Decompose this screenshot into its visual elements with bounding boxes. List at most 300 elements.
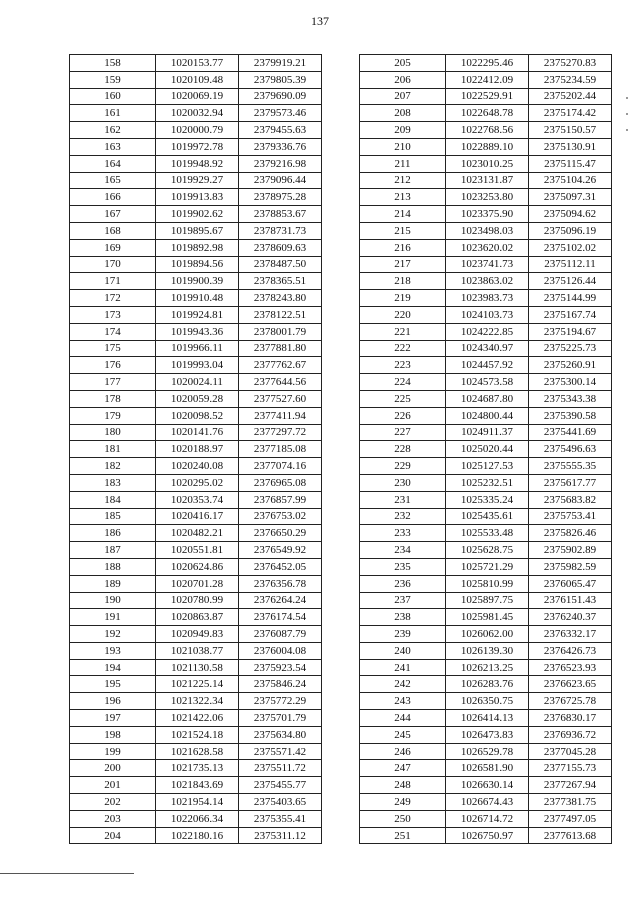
x-coordinate-cell: 1022529.91 xyxy=(446,88,529,105)
x-coordinate-cell: 1019895.67 xyxy=(156,222,239,239)
point-number-cell: 233 xyxy=(360,525,446,542)
y-coordinate-cell: 2378609.63 xyxy=(239,239,322,256)
table-row xyxy=(70,810,322,827)
table-row xyxy=(360,306,612,323)
table-row xyxy=(70,794,322,811)
y-coordinate-cell: 2376523.93 xyxy=(529,659,612,676)
y-coordinate-cell: 2377185.08 xyxy=(239,441,322,458)
y-coordinate-cell: 2379336.76 xyxy=(239,138,322,155)
x-coordinate-cell: 1021524.18 xyxy=(156,726,239,743)
x-coordinate-cell: 1020863.87 xyxy=(156,609,239,626)
coordinates-table-left xyxy=(69,54,322,844)
point-number-cell: 221 xyxy=(360,323,446,340)
x-coordinate-cell: 1021130.58 xyxy=(156,659,239,676)
table-row xyxy=(360,340,612,357)
y-coordinate-cell: 2375617.77 xyxy=(529,474,612,491)
x-coordinate-cell: 1022889.10 xyxy=(446,138,529,155)
point-number-cell: 217 xyxy=(360,256,446,273)
x-coordinate-cell: 1024103.73 xyxy=(446,306,529,323)
y-coordinate-cell: 2375300.14 xyxy=(529,374,612,391)
x-coordinate-cell: 1020949.83 xyxy=(156,626,239,643)
x-coordinate-cell: 1021843.69 xyxy=(156,777,239,794)
y-coordinate-cell: 2375260.91 xyxy=(529,357,612,374)
point-number-cell: 158 xyxy=(70,55,156,72)
x-coordinate-cell: 1020059.28 xyxy=(156,390,239,407)
point-number-cell: 209 xyxy=(360,122,446,139)
table-row xyxy=(70,542,322,559)
x-coordinate-cell: 1020701.28 xyxy=(156,575,239,592)
y-coordinate-cell: 2375496.63 xyxy=(529,441,612,458)
x-coordinate-cell: 1025897.75 xyxy=(446,592,529,609)
table-row xyxy=(70,659,322,676)
point-number-cell: 175 xyxy=(70,340,156,357)
y-coordinate-cell: 2375923.54 xyxy=(239,659,322,676)
x-coordinate-cell: 1020141.76 xyxy=(156,424,239,441)
y-coordinate-cell: 2375355.41 xyxy=(239,810,322,827)
point-number-cell: 208 xyxy=(360,105,446,122)
point-number-cell: 195 xyxy=(70,676,156,693)
x-coordinate-cell: 1026283.76 xyxy=(446,676,529,693)
table-row xyxy=(360,626,612,643)
y-coordinate-cell: 2379573.46 xyxy=(239,105,322,122)
y-coordinate-cell: 2378975.28 xyxy=(239,189,322,206)
point-number-cell: 189 xyxy=(70,575,156,592)
table-row xyxy=(70,575,322,592)
table-row xyxy=(70,55,322,72)
point-number-cell: 186 xyxy=(70,525,156,542)
y-coordinate-cell: 2375634.80 xyxy=(239,726,322,743)
y-coordinate-cell: 2376426.73 xyxy=(529,642,612,659)
point-number-cell: 244 xyxy=(360,710,446,727)
x-coordinate-cell: 1019892.98 xyxy=(156,239,239,256)
x-coordinate-cell: 1022295.46 xyxy=(446,55,529,72)
x-coordinate-cell: 1024687.80 xyxy=(446,390,529,407)
table-row xyxy=(70,760,322,777)
x-coordinate-cell: 1025981.45 xyxy=(446,609,529,626)
x-coordinate-cell: 1019972.78 xyxy=(156,138,239,155)
y-coordinate-cell: 2376857.99 xyxy=(239,491,322,508)
point-number-cell: 222 xyxy=(360,340,446,357)
y-coordinate-cell: 2379096.44 xyxy=(239,172,322,189)
point-number-cell: 164 xyxy=(70,155,156,172)
table-row xyxy=(70,693,322,710)
table-row xyxy=(360,810,612,827)
x-coordinate-cell: 1020624.86 xyxy=(156,558,239,575)
point-number-cell: 181 xyxy=(70,441,156,458)
y-coordinate-cell: 2379455.63 xyxy=(239,122,322,139)
x-coordinate-cell: 1025127.53 xyxy=(446,458,529,475)
y-coordinate-cell: 2376356.78 xyxy=(239,575,322,592)
x-coordinate-cell: 1025810.99 xyxy=(446,575,529,592)
table-row xyxy=(360,206,612,223)
point-number-cell: 251 xyxy=(360,827,446,844)
x-coordinate-cell: 1022648.78 xyxy=(446,105,529,122)
x-coordinate-cell: 1024340.97 xyxy=(446,340,529,357)
table-row xyxy=(70,458,322,475)
x-coordinate-cell: 1025020.44 xyxy=(446,441,529,458)
y-coordinate-cell: 2376830.17 xyxy=(529,710,612,727)
point-number-cell: 236 xyxy=(360,575,446,592)
table-row xyxy=(70,642,322,659)
point-number-cell: 204 xyxy=(70,827,156,844)
point-number-cell: 214 xyxy=(360,206,446,223)
y-coordinate-cell: 2375683.82 xyxy=(529,491,612,508)
y-coordinate-cell: 2376549.92 xyxy=(239,542,322,559)
y-coordinate-cell: 2376065.47 xyxy=(529,575,612,592)
x-coordinate-cell: 1023253.80 xyxy=(446,189,529,206)
point-number-cell: 226 xyxy=(360,407,446,424)
table-row xyxy=(70,189,322,206)
point-number-cell: 249 xyxy=(360,794,446,811)
y-coordinate-cell: 2379805.39 xyxy=(239,71,322,88)
y-coordinate-cell: 2377155.73 xyxy=(529,760,612,777)
table-row xyxy=(70,424,322,441)
table-row xyxy=(360,88,612,105)
table-row xyxy=(360,424,612,441)
x-coordinate-cell: 1026750.97 xyxy=(446,827,529,844)
y-coordinate-cell: 2375096.19 xyxy=(529,222,612,239)
point-number-cell: 167 xyxy=(70,206,156,223)
x-coordinate-cell: 1024222.85 xyxy=(446,323,529,340)
y-coordinate-cell: 2377074.16 xyxy=(239,458,322,475)
y-coordinate-cell: 2379216.98 xyxy=(239,155,322,172)
point-number-cell: 243 xyxy=(360,693,446,710)
table-row xyxy=(70,592,322,609)
point-number-cell: 171 xyxy=(70,273,156,290)
point-number-cell: 194 xyxy=(70,659,156,676)
table-row xyxy=(70,609,322,626)
x-coordinate-cell: 1024457.92 xyxy=(446,357,529,374)
y-coordinate-cell: 2375403.65 xyxy=(239,794,322,811)
table-row xyxy=(70,508,322,525)
x-coordinate-cell: 1019929.27 xyxy=(156,172,239,189)
table-row xyxy=(70,239,322,256)
x-coordinate-cell: 1021628.58 xyxy=(156,743,239,760)
table-row xyxy=(360,155,612,172)
y-coordinate-cell: 2377881.80 xyxy=(239,340,322,357)
point-number-cell: 191 xyxy=(70,609,156,626)
table-row xyxy=(70,222,322,239)
table-row xyxy=(360,609,612,626)
y-coordinate-cell: 2376151.43 xyxy=(529,592,612,609)
x-coordinate-cell: 1020069.19 xyxy=(156,88,239,105)
y-coordinate-cell: 2378853.67 xyxy=(239,206,322,223)
y-coordinate-cell: 2376725.78 xyxy=(529,693,612,710)
y-coordinate-cell: 2379919.21 xyxy=(239,55,322,72)
y-coordinate-cell: 2377644.56 xyxy=(239,374,322,391)
y-coordinate-cell: 2378731.73 xyxy=(239,222,322,239)
y-coordinate-cell: 2377297.72 xyxy=(239,424,322,441)
x-coordinate-cell: 1026473.83 xyxy=(446,726,529,743)
table-row xyxy=(360,777,612,794)
y-coordinate-cell: 2376240.37 xyxy=(529,609,612,626)
point-number-cell: 215 xyxy=(360,222,446,239)
table-row xyxy=(360,659,612,676)
x-coordinate-cell: 1020188.97 xyxy=(156,441,239,458)
table-row xyxy=(360,491,612,508)
table-row xyxy=(70,491,322,508)
table-row xyxy=(70,71,322,88)
point-number-cell: 213 xyxy=(360,189,446,206)
x-coordinate-cell: 1020032.94 xyxy=(156,105,239,122)
footnote-separator xyxy=(0,873,134,874)
y-coordinate-cell: 2377497.05 xyxy=(529,810,612,827)
x-coordinate-cell: 1021225.14 xyxy=(156,676,239,693)
point-number-cell: 203 xyxy=(70,810,156,827)
x-coordinate-cell: 1023983.73 xyxy=(446,290,529,307)
point-number-cell: 160 xyxy=(70,88,156,105)
point-number-cell: 210 xyxy=(360,138,446,155)
x-coordinate-cell: 1019894.56 xyxy=(156,256,239,273)
point-number-cell: 193 xyxy=(70,642,156,659)
x-coordinate-cell: 1022066.34 xyxy=(156,810,239,827)
y-coordinate-cell: 2375234.59 xyxy=(529,71,612,88)
point-number-cell: 187 xyxy=(70,542,156,559)
x-coordinate-cell: 1025232.51 xyxy=(446,474,529,491)
x-coordinate-cell: 1026414.13 xyxy=(446,710,529,727)
point-number-cell: 168 xyxy=(70,222,156,239)
y-coordinate-cell: 2375511.72 xyxy=(239,760,322,777)
table-row xyxy=(360,239,612,256)
y-coordinate-cell: 2375701.79 xyxy=(239,710,322,727)
table-row xyxy=(70,122,322,139)
y-coordinate-cell: 2375270.83 xyxy=(529,55,612,72)
y-coordinate-cell: 2376004.08 xyxy=(239,642,322,659)
point-number-cell: 240 xyxy=(360,642,446,659)
y-coordinate-cell: 2375112.11 xyxy=(529,256,612,273)
point-number-cell: 228 xyxy=(360,441,446,458)
point-number-cell: 223 xyxy=(360,357,446,374)
page-number: 137 xyxy=(311,14,329,28)
x-coordinate-cell: 1020353.74 xyxy=(156,491,239,508)
point-number-cell: 245 xyxy=(360,726,446,743)
y-coordinate-cell: 2376965.08 xyxy=(239,474,322,491)
y-coordinate-cell: 2375982.59 xyxy=(529,558,612,575)
point-number-cell: 200 xyxy=(70,760,156,777)
x-coordinate-cell: 1024573.58 xyxy=(446,374,529,391)
table-row xyxy=(70,155,322,172)
x-coordinate-cell: 1024800.44 xyxy=(446,407,529,424)
x-coordinate-cell: 1019902.62 xyxy=(156,206,239,223)
table-row xyxy=(70,676,322,693)
table-row xyxy=(360,743,612,760)
x-coordinate-cell: 1025628.75 xyxy=(446,542,529,559)
y-coordinate-cell: 2379690.09 xyxy=(239,88,322,105)
table-row xyxy=(70,474,322,491)
y-coordinate-cell: 2375826.46 xyxy=(529,525,612,542)
x-coordinate-cell: 1021038.77 xyxy=(156,642,239,659)
table-row xyxy=(360,642,612,659)
x-coordinate-cell: 1022180.16 xyxy=(156,827,239,844)
x-coordinate-cell: 1020000.79 xyxy=(156,122,239,139)
table-row xyxy=(360,189,612,206)
x-coordinate-cell: 1026674.43 xyxy=(446,794,529,811)
table-row xyxy=(70,626,322,643)
x-coordinate-cell: 1020098.52 xyxy=(156,407,239,424)
point-number-cell: 218 xyxy=(360,273,446,290)
point-number-cell: 232 xyxy=(360,508,446,525)
x-coordinate-cell: 1025435.61 xyxy=(446,508,529,525)
table-row xyxy=(360,290,612,307)
table-row xyxy=(70,357,322,374)
point-number-cell: 220 xyxy=(360,306,446,323)
point-number-cell: 207 xyxy=(360,88,446,105)
point-number-cell: 229 xyxy=(360,458,446,475)
y-coordinate-cell: 2377411.94 xyxy=(239,407,322,424)
y-coordinate-cell: 2375225.73 xyxy=(529,340,612,357)
table-row xyxy=(360,138,612,155)
margin-mark xyxy=(626,129,628,131)
point-number-cell: 246 xyxy=(360,743,446,760)
x-coordinate-cell: 1025335.24 xyxy=(446,491,529,508)
y-coordinate-cell: 2375772.29 xyxy=(239,693,322,710)
x-coordinate-cell: 1025533.48 xyxy=(446,525,529,542)
x-coordinate-cell: 1020295.02 xyxy=(156,474,239,491)
y-coordinate-cell: 2375094.62 xyxy=(529,206,612,223)
table-row xyxy=(70,558,322,575)
y-coordinate-cell: 2375441.69 xyxy=(529,424,612,441)
x-coordinate-cell: 1020109.48 xyxy=(156,71,239,88)
y-coordinate-cell: 2378487.50 xyxy=(239,256,322,273)
table-row xyxy=(70,306,322,323)
table-row xyxy=(360,710,612,727)
table-row xyxy=(360,508,612,525)
x-coordinate-cell: 1020240.08 xyxy=(156,458,239,475)
table-row xyxy=(360,105,612,122)
y-coordinate-cell: 2377267.94 xyxy=(529,777,612,794)
x-coordinate-cell: 1021954.14 xyxy=(156,794,239,811)
table-row xyxy=(360,374,612,391)
table-row xyxy=(360,693,612,710)
table-row xyxy=(360,172,612,189)
point-number-cell: 197 xyxy=(70,710,156,727)
table-row xyxy=(70,407,322,424)
point-number-cell: 211 xyxy=(360,155,446,172)
y-coordinate-cell: 2376936.72 xyxy=(529,726,612,743)
x-coordinate-cell: 1026062.00 xyxy=(446,626,529,643)
table-row xyxy=(360,474,612,491)
y-coordinate-cell: 2377045.28 xyxy=(529,743,612,760)
x-coordinate-cell: 1026139.30 xyxy=(446,642,529,659)
x-coordinate-cell: 1026529.78 xyxy=(446,743,529,760)
x-coordinate-cell: 1019948.92 xyxy=(156,155,239,172)
x-coordinate-cell: 1019900.39 xyxy=(156,273,239,290)
table-row xyxy=(70,88,322,105)
point-number-cell: 225 xyxy=(360,390,446,407)
table-row xyxy=(360,222,612,239)
table-row xyxy=(360,525,612,542)
point-number-cell: 178 xyxy=(70,390,156,407)
table-row xyxy=(360,71,612,88)
table-row xyxy=(360,726,612,743)
y-coordinate-cell: 2375555.35 xyxy=(529,458,612,475)
point-number-cell: 196 xyxy=(70,693,156,710)
x-coordinate-cell: 1020153.77 xyxy=(156,55,239,72)
table-row xyxy=(360,676,612,693)
point-number-cell: 174 xyxy=(70,323,156,340)
x-coordinate-cell: 1023863.02 xyxy=(446,273,529,290)
table-row xyxy=(70,525,322,542)
x-coordinate-cell: 1024911.37 xyxy=(446,424,529,441)
point-number-cell: 234 xyxy=(360,542,446,559)
y-coordinate-cell: 2375343.38 xyxy=(529,390,612,407)
x-coordinate-cell: 1020416.17 xyxy=(156,508,239,525)
table-row xyxy=(360,558,612,575)
point-number-cell: 230 xyxy=(360,474,446,491)
table-row xyxy=(360,542,612,559)
y-coordinate-cell: 2376650.29 xyxy=(239,525,322,542)
x-coordinate-cell: 1020024.11 xyxy=(156,374,239,391)
y-coordinate-cell: 2375846.24 xyxy=(239,676,322,693)
point-number-cell: 224 xyxy=(360,374,446,391)
y-coordinate-cell: 2375311.12 xyxy=(239,827,322,844)
point-number-cell: 199 xyxy=(70,743,156,760)
y-coordinate-cell: 2375097.31 xyxy=(529,189,612,206)
y-coordinate-cell: 2375455.77 xyxy=(239,777,322,794)
y-coordinate-cell: 2375753.41 xyxy=(529,508,612,525)
y-coordinate-cell: 2375126.44 xyxy=(529,273,612,290)
point-number-cell: 241 xyxy=(360,659,446,676)
point-number-cell: 180 xyxy=(70,424,156,441)
y-coordinate-cell: 2375571.42 xyxy=(239,743,322,760)
y-coordinate-cell: 2377762.67 xyxy=(239,357,322,374)
table-row xyxy=(70,323,322,340)
y-coordinate-cell: 2377613.68 xyxy=(529,827,612,844)
point-number-cell: 185 xyxy=(70,508,156,525)
table-row xyxy=(360,323,612,340)
table-row xyxy=(360,575,612,592)
point-number-cell: 162 xyxy=(70,122,156,139)
table-row xyxy=(70,777,322,794)
table-row xyxy=(70,726,322,743)
y-coordinate-cell: 2375144.99 xyxy=(529,290,612,307)
table-row xyxy=(360,407,612,424)
point-number-cell: 216 xyxy=(360,239,446,256)
y-coordinate-cell: 2375115.47 xyxy=(529,155,612,172)
table-row xyxy=(70,710,322,727)
table-row xyxy=(360,794,612,811)
y-coordinate-cell: 2375174.42 xyxy=(529,105,612,122)
x-coordinate-cell: 1026630.14 xyxy=(446,777,529,794)
y-coordinate-cell: 2375390.58 xyxy=(529,407,612,424)
y-coordinate-cell: 2376753.02 xyxy=(239,508,322,525)
table-row xyxy=(360,357,612,374)
margin-mark xyxy=(626,113,628,115)
point-number-cell: 250 xyxy=(360,810,446,827)
point-number-cell: 172 xyxy=(70,290,156,307)
x-coordinate-cell: 1019993.04 xyxy=(156,357,239,374)
y-coordinate-cell: 2375194.67 xyxy=(529,323,612,340)
point-number-cell: 161 xyxy=(70,105,156,122)
point-number-cell: 205 xyxy=(360,55,446,72)
table-row xyxy=(360,458,612,475)
y-coordinate-cell: 2375150.57 xyxy=(529,122,612,139)
coordinates-table-right xyxy=(359,54,612,844)
x-coordinate-cell: 1019910.48 xyxy=(156,290,239,307)
x-coordinate-cell: 1022768.56 xyxy=(446,122,529,139)
table-row xyxy=(360,760,612,777)
point-number-cell: 182 xyxy=(70,458,156,475)
point-number-cell: 212 xyxy=(360,172,446,189)
x-coordinate-cell: 1026350.75 xyxy=(446,693,529,710)
x-coordinate-cell: 1023010.25 xyxy=(446,155,529,172)
point-number-cell: 247 xyxy=(360,760,446,777)
point-number-cell: 190 xyxy=(70,592,156,609)
table-row xyxy=(360,441,612,458)
x-coordinate-cell: 1023131.87 xyxy=(446,172,529,189)
y-coordinate-cell: 2376332.17 xyxy=(529,626,612,643)
x-coordinate-cell: 1021735.13 xyxy=(156,760,239,777)
